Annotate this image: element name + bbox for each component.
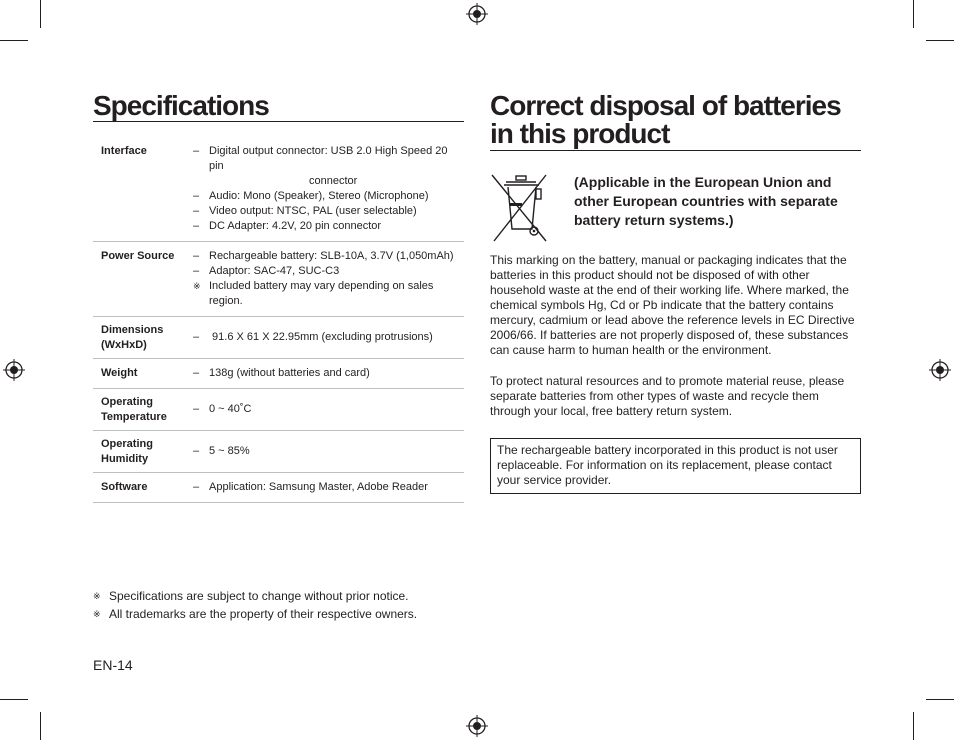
spec-item: – DC Adapter: 4.2V, 20 pin connector bbox=[193, 220, 382, 232]
spec-item: – Video output: NTSC, PAL (user selectable) bbox=[193, 205, 417, 217]
disposal-paragraph: This marking on the battery, manual or packaging indicates that the batteries in this product should not be disposed of with other household waste at the end of their working life. Where marked, the chemical symbols Hg, Cd or Pb indicate that the battery contains mercury, cadmium or lead above the reference levels in EC Directive 2006/66. If batteries are not properly disposed of, these substances can cause harm to human health or the environment. bbox=[490, 253, 855, 357]
table-row bbox=[93, 317, 464, 359]
crop-mark bbox=[913, 712, 914, 740]
spec-item: – Audio: Mono (Speaker), Stereo (Microphone) bbox=[193, 190, 429, 202]
spec-item: – 91.6 X 61 X 22.95mm (excluding protrusions) bbox=[193, 331, 433, 343]
table-row bbox=[93, 389, 464, 431]
section-title: Correct disposal of batteries in this product bbox=[490, 92, 861, 151]
crop-mark bbox=[926, 40, 954, 41]
spec-item: – 5 ~ 85% bbox=[193, 445, 250, 457]
registration-mark-icon bbox=[3, 359, 25, 381]
applicable-block bbox=[490, 173, 861, 251]
spec-values bbox=[193, 389, 464, 431]
footnote: ※ Specifications are subject to change without prior notice. bbox=[93, 589, 409, 603]
table-row bbox=[93, 134, 464, 242]
crossed-out-wheelie-bin-icon bbox=[490, 173, 550, 245]
spec-label: Operating Humidity bbox=[101, 437, 153, 465]
spec-item: – 0 ~ 40˚C bbox=[193, 403, 252, 415]
registration-mark-icon bbox=[466, 715, 488, 737]
spec-values bbox=[193, 431, 464, 473]
specifications-section bbox=[93, 92, 464, 503]
footnotes bbox=[93, 587, 464, 623]
crop-mark bbox=[40, 0, 41, 28]
footnote: ※ All trademarks are the property of their respective owners. bbox=[93, 607, 418, 621]
crop-mark bbox=[40, 712, 41, 740]
spec-item: – Adaptor: SAC-47, SUC-C3 bbox=[193, 265, 340, 277]
spec-values bbox=[193, 473, 464, 503]
spec-values bbox=[193, 317, 464, 359]
battery-disposal-section bbox=[490, 92, 861, 494]
recycling-paragraph: To protect natural resources and to promote material reuse, please separate batteries from other types of waste and recycle them through your local, free battery return system. bbox=[490, 374, 845, 418]
spec-label: Power Source bbox=[101, 250, 175, 262]
spec-label: Operating Temperature bbox=[101, 395, 167, 423]
spec-item: – Rechargeable battery: SLB-10A, 3.7V (1,050mAh) bbox=[193, 250, 454, 262]
spec-values bbox=[193, 242, 464, 317]
spec-item: – Digital output connector: USB 2.0 High Speed 20 pin bbox=[193, 145, 448, 172]
applicable-note: (Applicable in the European Union and other European countries with separate battery return systems.) bbox=[574, 174, 838, 228]
table-row bbox=[93, 242, 464, 317]
registration-mark-icon bbox=[466, 3, 488, 25]
spec-values bbox=[193, 134, 464, 242]
spec-label: Dimensions (WxHxD) bbox=[101, 323, 164, 351]
spec-item-continuation: connector bbox=[309, 175, 358, 187]
table-row bbox=[93, 473, 464, 503]
spec-values bbox=[193, 359, 464, 389]
spec-table bbox=[93, 134, 464, 503]
spec-item: – 138g (without batteries and card) bbox=[193, 367, 370, 379]
crop-mark bbox=[926, 699, 954, 700]
spec-item: ※ Included battery may vary depending on sales region. bbox=[193, 280, 434, 307]
spec-label: Weight bbox=[101, 367, 138, 379]
crop-mark bbox=[0, 699, 28, 700]
registration-mark-icon bbox=[929, 359, 951, 381]
spec-label: Interface bbox=[101, 145, 147, 157]
replacement-notice-box: The rechargeable battery incorporated in this product is not user replaceable. For information on its replacement, please contact your service provider. bbox=[490, 438, 861, 494]
table-row bbox=[93, 431, 464, 473]
crop-mark bbox=[0, 40, 28, 41]
page-title: Specifications bbox=[93, 92, 464, 122]
spec-item: – Application: Samsung Master, Adobe Reader bbox=[193, 481, 428, 493]
page-number: EN-14 bbox=[93, 657, 133, 673]
spec-label: Software bbox=[101, 481, 148, 493]
table-row bbox=[93, 359, 464, 389]
crop-mark bbox=[913, 0, 914, 28]
